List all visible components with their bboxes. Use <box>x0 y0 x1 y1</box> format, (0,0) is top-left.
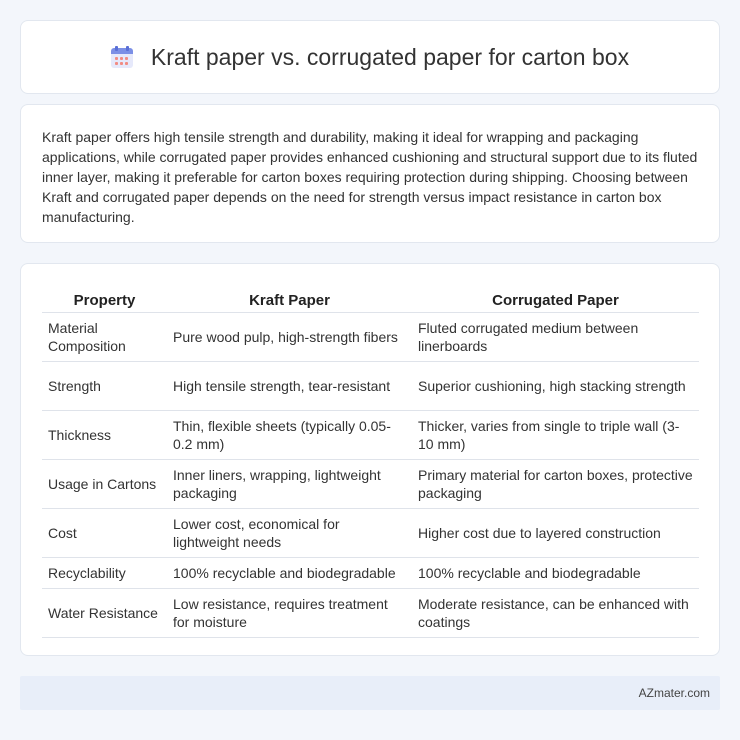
page-title: Kraft paper vs. corrugated paper for carton box <box>150 43 630 70</box>
row-property: Strength <box>42 361 167 410</box>
row-corrugated-value: Higher cost due to layered construction <box>412 508 699 557</box>
table-row <box>42 361 699 410</box>
row-corrugated-value: Moderate resistance, can be enhanced with coatings <box>412 588 699 637</box>
calendar-icon <box>111 46 133 68</box>
row-kraft-value: Inner liners, wrapping, lightweight packaging <box>167 459 412 508</box>
row-kraft-value: Lower cost, economical for lightweight needs <box>167 508 412 557</box>
row-kraft-value: Low resistance, requires treatment for moisture <box>167 588 412 637</box>
table-row <box>42 588 699 637</box>
row-corrugated-value: 100% recyclable and biodegradable <box>412 557 699 588</box>
table-row <box>42 459 699 508</box>
row-property: Material Composition <box>42 312 167 361</box>
footer <box>20 676 720 710</box>
row-corrugated-value: Fluted corrugated medium between linerboards <box>412 312 699 361</box>
table-row <box>42 312 699 361</box>
column-header-property: Property <box>42 284 167 312</box>
row-property: Water Resistance <box>42 588 167 637</box>
comparison-table-card <box>20 263 720 656</box>
table-row <box>42 410 699 459</box>
table-row <box>42 508 699 557</box>
row-kraft-value: Pure wood pulp, high-strength fibers <box>167 312 412 361</box>
intro-card <box>20 104 720 243</box>
row-kraft-value: High tensile strength, tear-resistant <box>167 361 412 410</box>
row-corrugated-value: Superior cushioning, high stacking strength <box>412 361 699 410</box>
row-corrugated-value: Primary material for carton boxes, protective packaging <box>412 459 699 508</box>
row-property: Recyclability <box>42 557 167 588</box>
row-corrugated-value: Thicker, varies from single to triple wall (3-10 mm) <box>412 410 699 459</box>
footer-site-link[interactable]: AZmater.com <box>638 686 710 700</box>
title-card <box>20 20 720 94</box>
column-header-kraft: Kraft Paper <box>167 284 412 312</box>
intro-text: Kraft paper offers high tensile strength and durability, making it ideal for wrapping and packaging applications, while corrugated paper provides enhanced cushioning and structural support due to its fluted inner layer, making it preferable for carton boxes requiring protection during shipping. Choosing between Kraft and corrugated paper depends on the need for strength versus impact resistance in carton box manufacturing. <box>42 129 698 225</box>
table-header-row <box>42 284 699 312</box>
row-kraft-value: Thin, flexible sheets (typically 0.05-0.2 mm) <box>167 410 412 459</box>
row-property: Thickness <box>42 410 167 459</box>
row-kraft-value: 100% recyclable and biodegradable <box>167 557 412 588</box>
row-property: Usage in Cartons <box>42 459 167 508</box>
row-property: Cost <box>42 508 167 557</box>
comparison-table <box>42 284 699 638</box>
column-header-corrugated: Corrugated Paper <box>412 284 699 312</box>
table-row <box>42 557 699 588</box>
